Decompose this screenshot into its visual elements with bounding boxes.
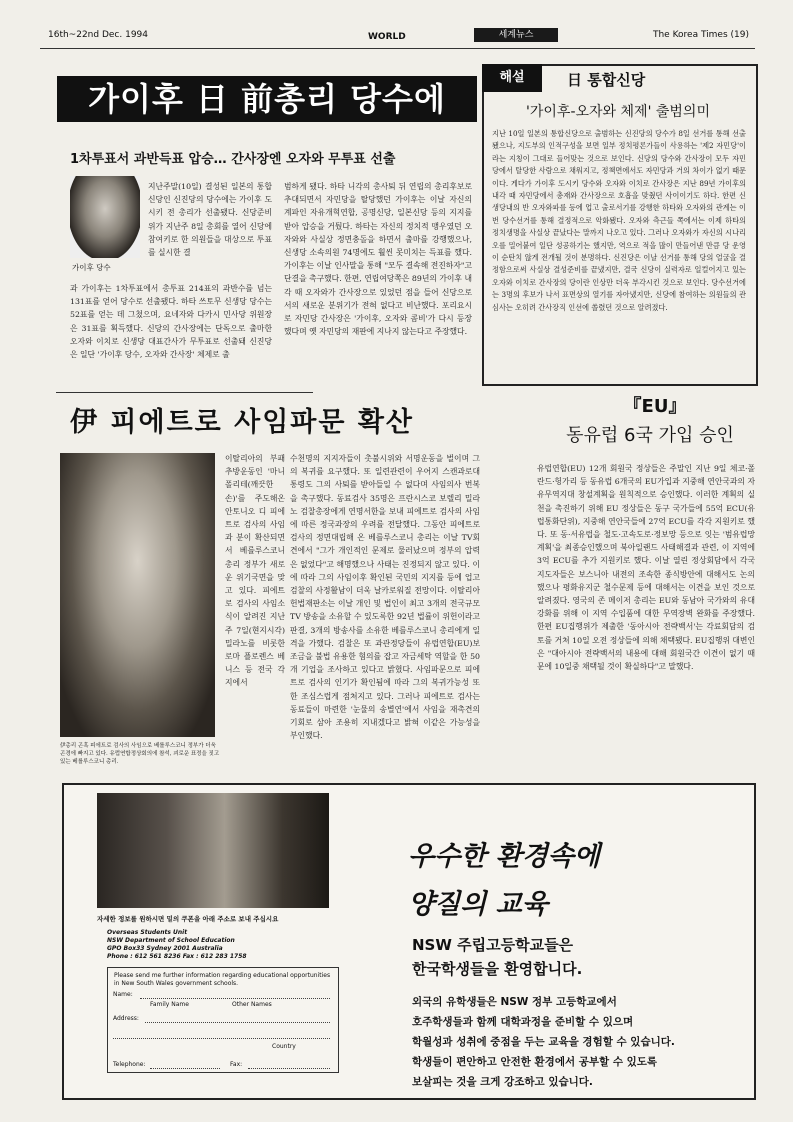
ad-body-line: 보살피는 것을 크게 강조하고 있습니다. xyxy=(412,1076,593,1088)
info-request-coupon xyxy=(107,967,339,1073)
ad-address-line: NSW Department of School Education xyxy=(107,937,235,944)
ad-slogan-line2: 양질의 교육 xyxy=(408,889,548,920)
issue-date: 16th~22nd Dec. 1994 xyxy=(48,30,148,40)
page-header xyxy=(46,28,749,46)
article1-col2: 범하게 됐다. 하타 니각의 총사퇴 뒤 연립의 총리후보로 추대되면서 자민당을 탈당했던 가이후는 이날 자신의 계파인 자유개혁연합, 공명신당, 일본신당 등의 지지를 받아 압승을 거뒀다. 하타는 자신의 정치적 맹우였던 오자와와 사실상 정면충돌을 하면서 출마를 강행했으나, 신생당 소속의원 74명에도 훨씬 못미치는 득표를 했다. 가이후는 이날 인사말을 통해 "모두 결속해 전진하자"고 단결을 촉구했다. 한편, 연립여당쪽은 89년의 가이후 내각 때 오자와가 간사장으로 있었던 점을 들어 신당으로서의 새로운 분위기가 전혀 없다고 비난했다. 포리요시로 자민당 간사장은 '가이후, 오자와 콤비'가 다시 등장했다며 옛 자민당의 재판에 지나지 않는다고 주장했다. xyxy=(284,182,472,337)
ad-heading-line2: 한국학생들을 환영합니다. xyxy=(412,960,583,978)
students-photo xyxy=(97,793,329,908)
paper-name: The Korea Times (19) xyxy=(652,30,749,40)
article3-headline: 동유럽 6국 가입 승인 xyxy=(566,425,734,446)
coupon-name-line[interactable] xyxy=(140,998,330,999)
analysis-subheadline: '가이후-오자와 체제' 출범의미 xyxy=(526,104,710,120)
ad-address-line: Phone : 612 561 8236 Fax : 612 283 1758 xyxy=(107,953,247,960)
ad-address xyxy=(107,929,347,961)
coupon-country-label: Country xyxy=(272,1043,296,1050)
article1-col1-bottom: 과 가이후는 1차투표에서 총투표 214표의 과반수를 넘는 131표를 얻어 당수로 선출됐다. 하타 쓰토무 신생당 당수는 52표를 얻는 데 그쳤으며, 요네자와 다카시 민사당 위원장은 31표를 획득했다. 신당의 간사장에는 단독으로 출마한 오자와 이치로 신생당 대표간사가 무투표로 선출돼 신진당은 일단 '가이후 당수, 오자와 간사장' 체제로 출 xyxy=(70,284,272,360)
article2-col2: 수천명의 지지자들이 촛불시위와 서명운동을 벌이며 그의 복귀를 요구했다. 또 일련관련이 우어지 스캔과로대통령도 그의 사퇴를 받아들일 수 없다며 사임의사 번복을 촉구했다. 동료검사 35명은 프란시스코 보렐리 밀라노 검찰총장에게 연명서한을 보내 피에트로 검사의 사임에 따른 정국과장의 우려를 전달했다. 그동안 피에트로 검사의 정면대립해 온 베를루스코니 총리는 이날 TV회견에서 "그가 개인적인 문제로 물러났으며 정부의 압력은 없었다"고 해명했으나 사태는 진정되지 않고 있다. 이에 따라 그의 사임이후 확인된 국민의 지지를 등에 업고 검찰의 사정활남이 더욱 날카로워질 전망이다. 이탈리아헌법재판소는 이날 개인 및 법인이 최고 3개의 전국규모 TV 방송을 소유할 수 있도록한 92년 법률이 위헌이라고 판결, 3개의 방송사를 소유한 베를루스코니 총리에게 일격을 가했다. 검찰은 또 과관정당들이 유럽연합(EU)보조금을 불법 유용한 혐의를 잡고 자금세탁 역할을 한 50개 기업을 조사하고 있다고 밝혔다. 사임파문으로 피에트로 검사의 인기가 확인됨에 따라 그의 복귀가능성 또한 조심스럽게 점쳐지고 있다. 그러나 피에트로 검사는 동료들이 마련한 '눈물의 송별연'에서 사임을 재촉견의 기회로 삼아 조용히 지내겠다고 밝혀 이같은 가능성을 부인했다. xyxy=(290,454,480,741)
header-rule xyxy=(40,48,755,49)
section-label-ko: 세계뉴스 xyxy=(474,28,558,42)
article1-headline: 가이후 日 前총리 당수에 xyxy=(57,76,477,122)
analysis-headline: 日 통합신당 xyxy=(567,71,646,89)
coupon-phone-line[interactable] xyxy=(150,1068,220,1069)
coupon-address-line-2[interactable] xyxy=(113,1038,330,1039)
coupon-other-label: Other Names xyxy=(232,1001,272,1008)
article3-tag: 『EU』 xyxy=(623,396,687,417)
article2-headline: 伊 피에트로 사임파문 확산 xyxy=(70,407,415,438)
ad-address-line: Overseas Students Unit xyxy=(107,929,188,936)
coupon-fax-label: Fax: xyxy=(230,1061,243,1068)
coupon-fax-line[interactable] xyxy=(248,1068,330,1069)
article1-subheadline: 1차투표서 과반득표 압승… 간사장엔 오자와 무투표 선출 xyxy=(70,152,396,167)
ad-body-line: 학월성과 성취에 중점을 두는 교육을 경험할 수 있습니다. xyxy=(412,1036,675,1048)
coupon-phone-label: Telephone: xyxy=(113,1061,146,1068)
article1-col1-top: 지난주말(10일) 결성된 일본의 통합신당인 신진당의 당수에는 가이후 도시키 전 총리가 선출됐다. 신당준비위가 지난주 8일 총회를 열어 신당에 참여키로 한 의원들을 대상으로 투표를 실시한 결 xyxy=(148,182,272,258)
berlusconi-photo xyxy=(60,453,215,737)
article2-photo-caption: 伊총리 곤혹 피에트로 검사의 사임으로 베를루스코니 정부가 더욱 곤경에 빠지고 있다. 유럽연합정상회의에 참석, 괴로운 표정을 짓고 있는 베를루스코니 총리. xyxy=(60,743,220,765)
analysis-tag: 해설 xyxy=(482,64,542,92)
ad-heading-line1: NSW 주립고등학교들은 xyxy=(412,936,574,954)
section-divider xyxy=(56,392,313,393)
article2-col1: 이탈리아의 부패추방운동인 '마니 폴리테(깨끗한 손)'를 주도해온 안토니오 디 피에트로 검사의 사임과 분이 확산되면서 베를루스코니 총리 정부가 새로운 위기국면을 맞고 있다. 피에트로 검사의 사임소식이 알려진 지난주 7일(현지시각) 밀라노를 비롯한 로마 플로렌스 베니스 등 전국 각지에서 xyxy=(225,454,285,688)
coupon-address-label: Address: xyxy=(113,1015,139,1022)
article3-body: 유럽연합(EU) 12개 회원국 정상들은 주말인 지난 9일 체코·폴란드·헝가리 등 동유럽 6개국의 EU가입과 지중해 연안국과의 자유무역지대 창설계획을 원칙적으로 승인했다. 이러한 계획의 실천을 촉진하기 위해 EU 정상들은 동구 국가들에 55억 ECU(유럽통화단위), 지중해 연안국들에 27억 ECU를 각각 지원키로 했다. 또 동·서유럽을 철도·고속도로·정보망 등으로 잇는 '범유럽망계획'을 최종승인했으며 북아일랜드 사태해결과 관련, 이 지역에 3억 ECU를 추가 지원키로 했다. 이날 열린 정상회담에서 각국 지도자들은 보스니아 내전의 조속한 종식방안에 대해서도 논의했으나 평화유지군 철수문제 등에 대해서는 이견을 보인 것으로 알려졌다. 영국의 존 메이저 총리는 EU와 동남아 국가와의 유대강화를 위해 이 지역 수입품에 대한 무역장벽 완화를 주장했다. 한편 EU집행위가 제출한 '동아시아 전략백서'는 각료회담의 검토를 거쳐 10일 오전 정상들에 의해 채택됐다. EU집행위 대변인은 "대아시아 전략백서의 내용에 대해 회원국간 이견이 없기 때문에 10일중 채택될 것이 확실하다"고 말했다. xyxy=(537,464,755,672)
analysis-body: 지난 10일 일본의 통합신당으로 출범하는 신진당의 당수가 8일 선거를 통해 선출됐으나, 지도부의 인적구성을 보면 일부 정치평론가들이 사용하는 '제2 자민당'이라는 지칭이 그대로 들어맞는 것으로 보인다. 신당의 당수와 간사장이 모두 자민당에서 탈당한 사람으로 채워지고, 정책면에서도 자민당과 거의 차이가 없기 때문이다. 게다가 가이후 도시키 당수와 오자와 이치로 간사장은 지난 89년 가이후의 내각 때 자민당에서 총재와 간사장으로 호흡을 맞췄던 사이이기도 하다. 한편 신생당내의 반 오자와파를 등에 업고 출로서기를 강행한 하타와 오자와의 관계는 이번 당수선거를 통해 결정적으로 악화됐다. 오자와 측근들 쪽에서는 이제 하타의 정치생명을 사실상 끝났다는 말까지 나오고 있다. 그러나 오자와가 자신의 시나리오를 밀어붙여 일단 성공하기는 했지만, 역으로 적을 많이 만들어낸 만큼 당 운영이 순탄치 않게 전개될 것이 분명하다. 신진당은 이날 선거를 통해 당의 얼굴을 결정함으로써 사실상 결성준비를 끝냈지만, 결국 신당이 실력자로 일컬어지고 있는 오자와 이치로 간사장의 당이란 인상만 더욱 부각시킨 것으로 보인다. 당수선거에는 3명의 후보가 나서 표면상의 열기를 자아냈지만, 신당에 참여하는 의원들의 관심사는 오히려 간사장직 인선에 쏠렸던 것으로 알려졌다. xyxy=(492,129,746,312)
ad-photo-caption: 자세한 정보를 원하시면 밑의 쿠폰을 아래 주소로 보내 주십시요 xyxy=(97,915,279,923)
ad-body-line: 학생들이 편안하고 안전한 환경에서 공부할 수 있도록 xyxy=(412,1056,658,1068)
coupon-address-line[interactable] xyxy=(145,1022,330,1023)
section-label-en: WORLD xyxy=(368,32,406,42)
ad-slogan-line1: 우수한 환경속에 xyxy=(408,841,600,872)
coupon-family-label: Family Name xyxy=(150,1001,189,1008)
kaifu-photo xyxy=(70,176,140,258)
article1-photo-caption: 가이후 당수 xyxy=(72,263,111,272)
ad-address-line: GPO Box33 Sydney 2001 Australia xyxy=(107,945,223,952)
coupon-text: Please send me further information regarding educational opportunities in New South Wales government schools. xyxy=(114,972,331,987)
ad-body-line: 외국의 유학생들은 NSW 정부 고등학교에서 xyxy=(412,996,617,1008)
coupon-name-label: Name: xyxy=(113,991,133,998)
ad-body-line: 호주학생들과 함께 대학과정을 준비할 수 있으며 xyxy=(412,1016,634,1028)
